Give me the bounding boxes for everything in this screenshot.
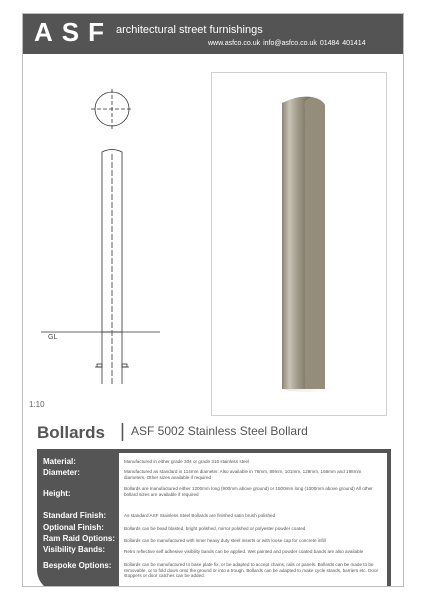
spec-panel bbox=[37, 449, 391, 587]
contact-info: www.asfco.co.uk info@asfco.co.uk 01484 401414 bbox=[208, 40, 366, 47]
spec-label: Optional Finish: bbox=[43, 523, 104, 532]
spec-label: Bespoke Options: bbox=[43, 561, 112, 570]
spec-label: Height: bbox=[43, 489, 71, 498]
product-name: ASF 5002 Stainless Steel Bollard bbox=[131, 424, 308, 438]
spec-value: Retro reflective self adhesive visibility bands can be applied. Wet painted and powder coated bands are also available bbox=[124, 549, 364, 554]
spec-value: As standard ASF Stainless Steel Bollards are finished satin brush polished bbox=[124, 513, 276, 518]
elevation-view bbox=[95, 150, 129, 385]
spec-value: Bollards are manufactured either 1200mm long (900mm above ground) or 1500mm long (1000mm above ground) All other bollard sizes are available if required bbox=[124, 486, 373, 497]
spec-label: Ram Raid Options: bbox=[43, 534, 116, 543]
spec-label: Diameter: bbox=[43, 468, 80, 477]
company-logo: ASF bbox=[34, 17, 113, 47]
category-title: Bollards bbox=[37, 423, 106, 442]
spec-sheet bbox=[22, 13, 404, 587]
spec-value: Manufactured as standard in 114mm diameter. Also available in 76mm, 89mm, 101mm, 129mm, 168mm and 198mm diameters. Other sizes available if required bbox=[124, 469, 362, 480]
company-tagline: architectural street furnishings bbox=[116, 24, 263, 36]
title-separator: | bbox=[120, 421, 125, 442]
spec-value: Bollards can be bead blasted, bright polished, mirror polished or polyester powder coated bbox=[124, 526, 306, 531]
spec-value: Manufactured in either grade 304 or grade 316 stainless steel bbox=[124, 459, 250, 464]
spec-label: Standard Finish: bbox=[43, 511, 107, 520]
spec-value: Bollards can be manufactured to base plate fix, or be adapted to accept chains, rails or panels. Bollards can be made to be removable, or to fold down onto the ground or into a trough. Bollards can be adapted to make cycle stands, barriers etc. Door stoppers or door catches can be added. bbox=[124, 562, 379, 579]
product-photo bbox=[211, 72, 387, 416]
ground-level-label: GL bbox=[48, 334, 58, 341]
plan-view bbox=[91, 89, 133, 129]
spec-value: Bollards can be manufactured with inner heavy duty steel inserts or with loose cap for concrete infill bbox=[124, 538, 326, 543]
spec-label: Visibility Bands: bbox=[43, 545, 106, 554]
spec-label: Material: bbox=[43, 457, 76, 466]
header-bar bbox=[23, 14, 403, 54]
drawing-scale: 1:10 bbox=[29, 400, 45, 409]
product-title bbox=[37, 421, 397, 445]
bollard-image bbox=[212, 73, 386, 415]
